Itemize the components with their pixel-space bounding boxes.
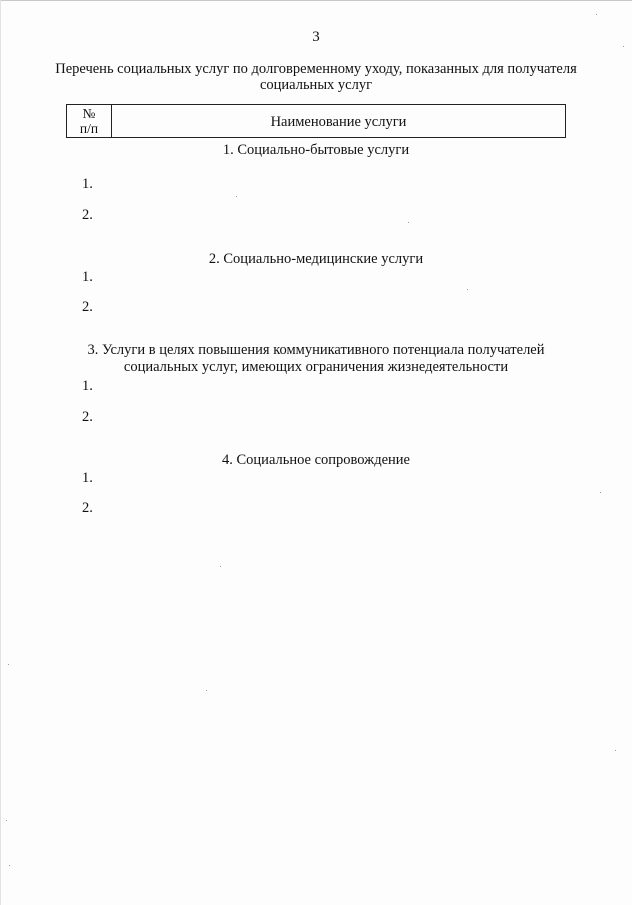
list-item: 2. — [82, 500, 93, 516]
section-heading-communication-potential: 3. Услуги в целях повышения коммуникативного потенциала получателей социальных услуг, имеющих ограничения жизнедеятельности — [87, 342, 545, 375]
scan-speck — [623, 46, 624, 47]
list-item: 1. — [82, 470, 93, 486]
list-item: 1. — [82, 269, 93, 285]
column-header-service-name: Наименование услуги — [270, 113, 407, 130]
scan-speck — [408, 222, 409, 223]
column-header-number-abbr: п/п — [79, 121, 99, 136]
scan-speck — [9, 865, 10, 866]
scan-speck — [600, 492, 601, 493]
column-header-number-symbol: № — [82, 106, 96, 121]
scan-speck — [615, 750, 616, 751]
column-header-number — [67, 105, 112, 137]
scan-speck — [596, 14, 597, 15]
section-heading-social-support: 4. Социальное сопровождение — [222, 452, 410, 468]
scan-speck — [220, 566, 221, 567]
scan-edge-top — [0, 0, 632, 1]
scan-speck — [206, 690, 207, 691]
scan-speck — [8, 664, 9, 665]
list-item: 1. — [82, 378, 93, 394]
section-heading-social-medical: 2. Социально-медицинские услуги — [208, 251, 424, 267]
scan-speck — [236, 196, 237, 197]
section-heading-social-household: 1. Социально-бытовые услуги — [222, 142, 410, 158]
list-item: 2. — [82, 207, 93, 223]
list-item: 2. — [82, 409, 93, 425]
document-title: Перечень социальных услуг по долговременному уходу, показанных для получателя социальных услуг — [55, 61, 577, 93]
services-table-header — [66, 104, 566, 138]
page-number: 3 — [312, 29, 320, 45]
list-item: 1. — [82, 176, 93, 192]
scan-speck — [6, 820, 7, 821]
list-item: 2. — [82, 299, 93, 315]
scan-speck — [467, 289, 468, 290]
